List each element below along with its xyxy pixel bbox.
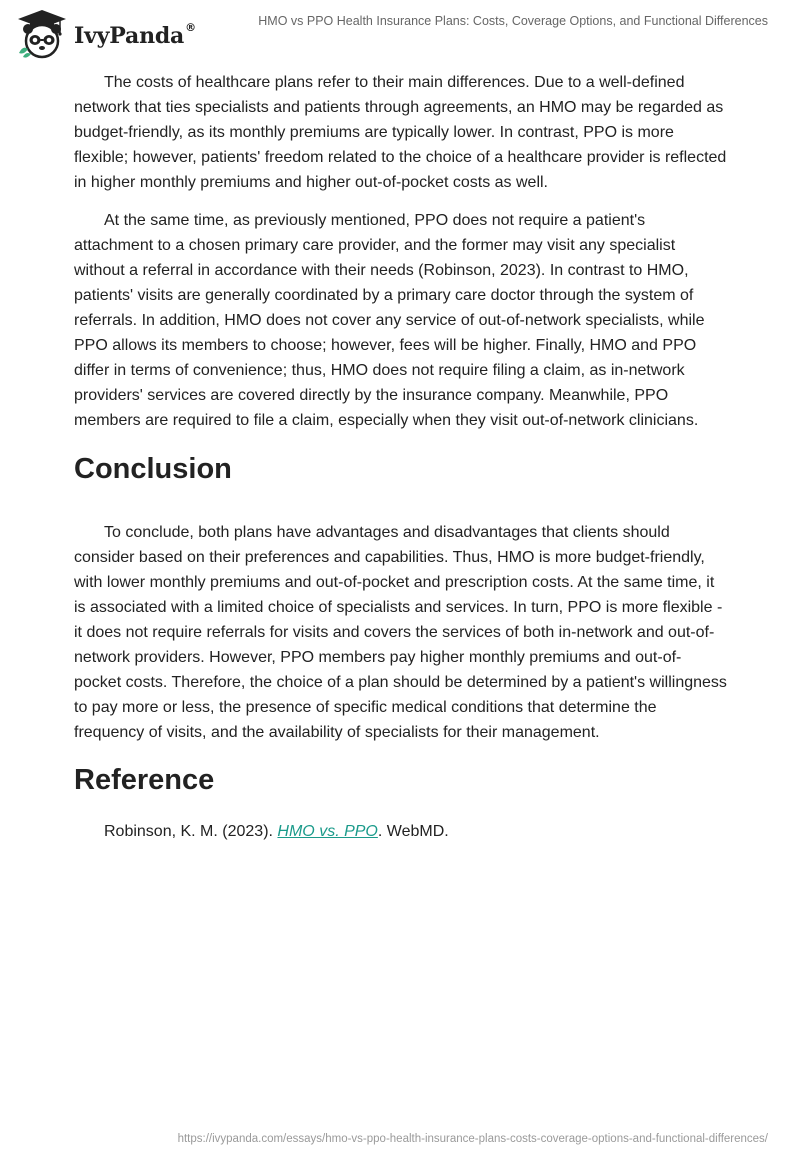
body-paragraph-costs: The costs of healthcare plans refer to their main differences. Due to a well-defined network that ties specialists and patients through agreements, an HMO may be regarded as budget-friendly, as its monthly premiums are typically lower. In contrast, PPO is more flexible; however, patients' freedom related to the choice of a healthcare provider is reflected in higher monthly premiums and higher out-of-pocket costs as well.	[74, 74, 727, 191]
conclusion-paragraph: To conclude, both plans have advantages and disadvantages that clients should consider based on their preferences and capabilities. Thus, HMO is more budget-friendly, with lower monthly premiums and out-of-pocket and prescription costs. At the same time, it is associated with a limited choice of specialists and services. In turn, PPO is more flexible - it does not require referrals for visits and covers the services of both in-network and out-of-network providers. However, PPO members pay higher monthly premiums and out-of-pocket costs. Therefore, the choice of a plan should be determined by a patient's willingness to pay more or less, the presence of specific medical conditions that determine the frequency of visits, and the availability of specialists for their management.	[74, 524, 727, 741]
essay-content	[74, 70, 728, 844]
reference-source: . WebMD.	[377, 823, 449, 840]
conclusion-heading: Conclusion	[74, 453, 232, 485]
reference-author-year: Robinson, K. M. (2023).	[104, 823, 278, 840]
registered-mark: ®	[185, 21, 196, 34]
logo-wordmark: IvyPanda®	[74, 21, 196, 49]
reference-link[interactable]: HMO vs. PPO	[277, 823, 378, 840]
reference-heading: Reference	[74, 764, 215, 796]
reference-entry	[74, 819, 728, 844]
panda-graduate-icon	[16, 9, 68, 59]
footer-url[interactable]: https://ivypanda.com/essays/hmo-vs-ppo-health-insurance-plans-costs-coverage-options-and-functional-differences/	[177, 1133, 768, 1145]
ivypanda-logo[interactable]	[16, 9, 196, 59]
body-paragraph-differences: At the same time, as previously mentioned, PPO does not require a patient's attachment to a chosen primary care provider, and the former may visit any specialist without a referral in accordance with their needs (Robinson, 2023). In contrast to HMO, patients' visits are generally coordinated by a primary care doctor through the system of referrals. In addition, HMO does not cover any service of out-of-network specialists, while PPO allows its members to choose; however, fees will be higher. Finally, HMO and PPO differ in terms of convenience; thus, HMO does not require filing a claim, as in-network providers' services are covered directly by the insurance company. Meanwhile, PPO members are required to file a claim, especially when they visit out-of-network clinicians.	[74, 212, 705, 429]
document-title: HMO vs PPO Health Insurance Plans: Costs, Coverage Options, and Functional Differences	[258, 14, 768, 28]
page-header	[0, 0, 800, 70]
